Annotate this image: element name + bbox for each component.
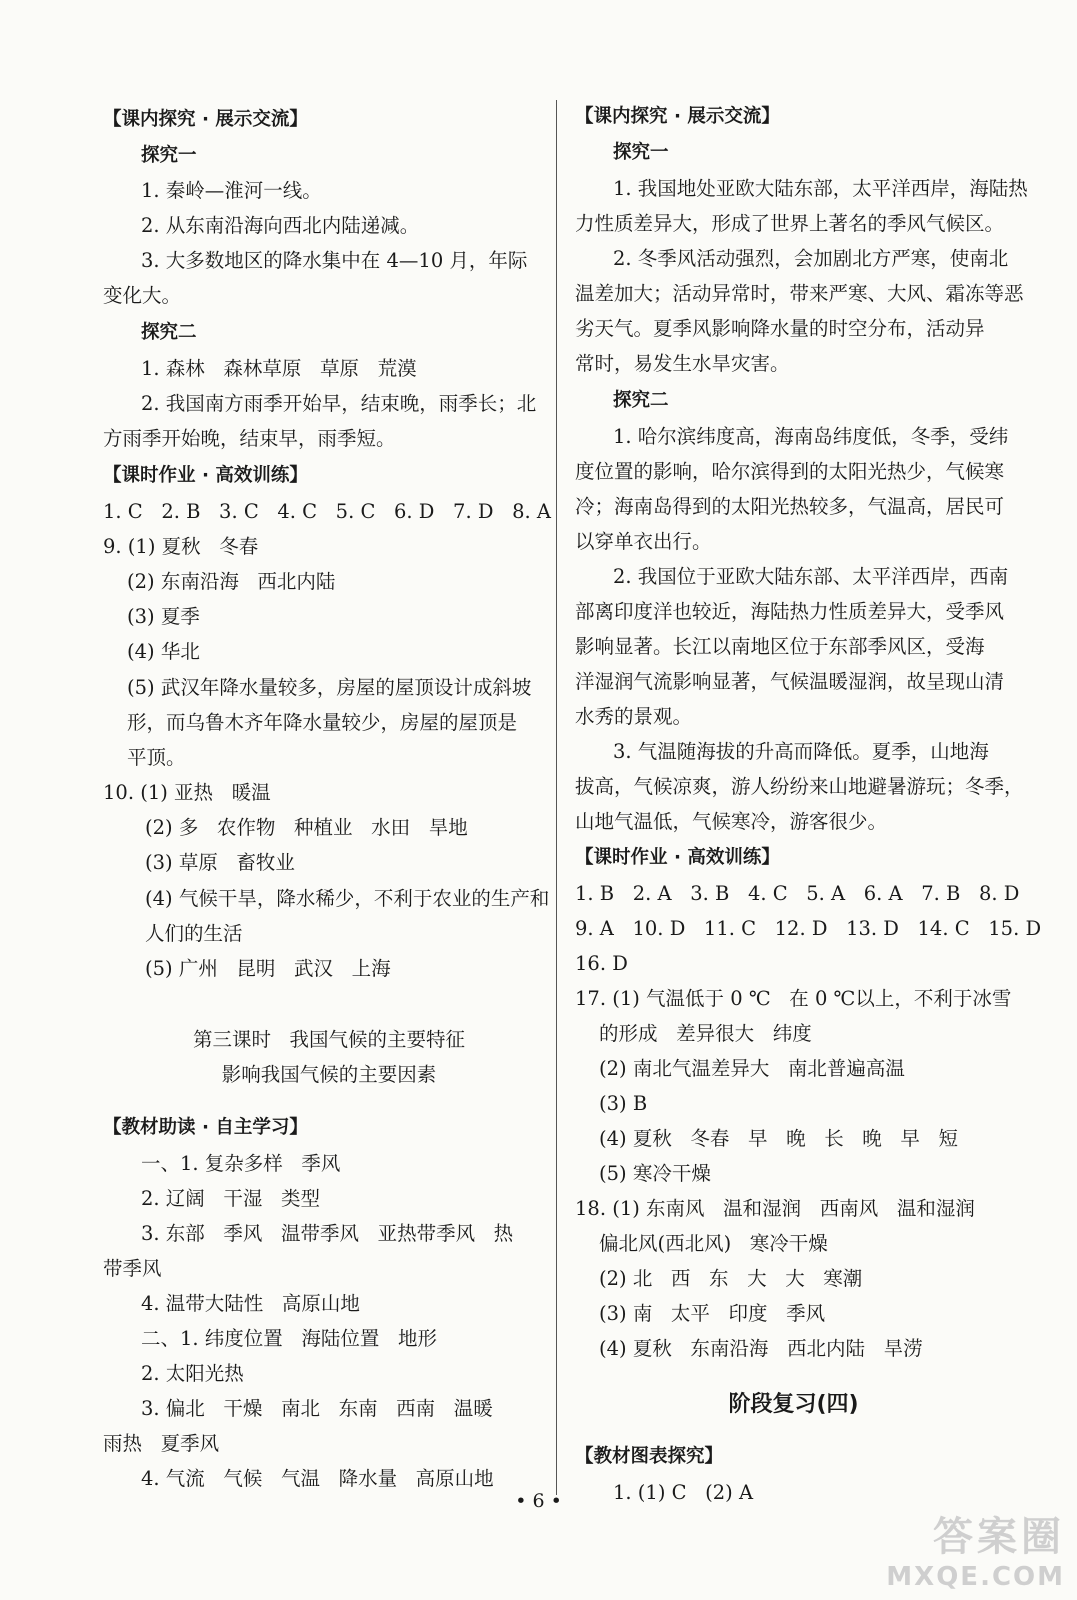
text-line: 的形成 差异很大 纬度 bbox=[599, 1022, 812, 1045]
text-line: (3) 夏季 bbox=[127, 605, 200, 628]
text-line: 雨热 夏季风 bbox=[103, 1432, 220, 1455]
text-line: (4) 夏秋 东南沿海 西北内陆 旱涝 bbox=[599, 1337, 923, 1360]
text-line: 度位置的影响，哈尔滨得到的太阳光热少，气候寒 bbox=[575, 460, 1005, 483]
text-line: 1. 秦岭—淮河一线。 bbox=[141, 179, 322, 202]
text-line: 平顶。 bbox=[127, 746, 186, 769]
text-line: 洋湿润气流影响显著，气候温暖湿润，故呈现山清 bbox=[575, 670, 1005, 693]
text-line: (3) B bbox=[599, 1092, 648, 1115]
text-line: 1. (1) C (2) A bbox=[613, 1481, 754, 1504]
section-header: 【教材助读 · 自主学习】 bbox=[103, 1117, 308, 1138]
text-line: (2) 多 农作物 种植业 水田 旱地 bbox=[145, 816, 468, 839]
column-divider bbox=[556, 100, 557, 1495]
lesson-title: 第三课时 我国气候的主要特征 bbox=[192, 1028, 466, 1051]
subsection-title: 探究一 bbox=[613, 142, 669, 163]
text-line: 常时，易发生水旱灾害。 bbox=[575, 352, 790, 375]
text-line: 偏北风(西北风) 寒冷干燥 bbox=[599, 1232, 828, 1255]
text-line: 人们的生活 bbox=[145, 922, 243, 945]
text-line: (4) 夏秋 冬春 早 晚 长 晚 早 短 bbox=[599, 1127, 958, 1150]
text-line: (5) 武汉年降水量较多，房屋的屋顶设计成斜坡 bbox=[127, 676, 532, 699]
text-line: 1. C 2. B 3. C 4. C 5. C 6. D 7. D 8. A bbox=[103, 500, 551, 523]
text-line: (4) 华北 bbox=[127, 640, 200, 663]
text-line: 2. 我国位于亚欧大陆东部、太平洋西岸，西南 bbox=[613, 565, 1009, 588]
text-line: 3. 大多数地区的降水集中在 4—10 月，年际 bbox=[141, 249, 528, 272]
subsection-title: 探究二 bbox=[613, 390, 669, 411]
text-line: 影响显著。长江以南地区位于东部季风区，受海 bbox=[575, 635, 985, 658]
text-line: 温差加大；活动异常时，带来严寒、大风、霜冻等恶 bbox=[575, 282, 1024, 305]
text-line: 1. 森林 森林草原 草原 荒漠 bbox=[141, 357, 417, 380]
text-line: 劣天气。夏季风影响降水量的时空分布，活动异 bbox=[575, 317, 985, 340]
text-line: 1. 我国地处亚欧大陆东部，太平洋西岸，海陆热 bbox=[613, 177, 1028, 200]
text-line: 力性质差异大，形成了世界上著名的季风气候区。 bbox=[575, 212, 1005, 235]
text-line: (5) 广州 昆明 武汉 上海 bbox=[145, 957, 391, 980]
text-line: 1. 哈尔滨纬度高，海南岛纬度低，冬季，受纬 bbox=[613, 425, 1009, 448]
watermark bbox=[886, 1505, 1065, 1592]
text-line: 2. 辽阔 干湿 类型 bbox=[141, 1187, 320, 1210]
text-line: 一、1. 复杂多样 季风 bbox=[141, 1152, 341, 1175]
chapter-title: 阶段复习(四) bbox=[728, 1392, 859, 1417]
text-line: 部离印度洋也较近，海陆热力性质差异大，受季风 bbox=[575, 600, 1005, 623]
text-line: 2. 从东南沿海向西北内陆递减。 bbox=[141, 214, 420, 237]
subsection-title: 探究二 bbox=[141, 322, 197, 343]
text-line: (2) 南北气温差异大 南北普遍高温 bbox=[599, 1057, 905, 1080]
text-line: (2) 东南沿海 西北内陆 bbox=[127, 570, 336, 593]
text-line: 4. 温带大陆性 高原山地 bbox=[141, 1292, 360, 1315]
subsection-title: 探究一 bbox=[141, 145, 197, 166]
text-line: 3. 偏北 干燥 南北 东南 西南 温暖 bbox=[141, 1397, 493, 1420]
text-line: 方雨季开始晚，结束早，雨季短。 bbox=[103, 427, 396, 450]
text-line: 9. (1) 夏秋 冬春 bbox=[103, 535, 259, 558]
text-line: 冷；海南岛得到的太阳光热较多，气温高，居民可 bbox=[575, 495, 1005, 518]
section-header: 【课时作业 · 高效训练】 bbox=[103, 465, 308, 486]
text-line: 变化大。 bbox=[103, 284, 182, 307]
text-line: 4. 气流 气候 气温 降水量 高原山地 bbox=[141, 1467, 494, 1490]
text-line: 9. A 10. D 11. C 12. D 13. D 14. C 15. D bbox=[575, 917, 1042, 940]
text-line: 山地气温低，气候寒冷，游客很少。 bbox=[575, 810, 888, 833]
text-line: (5) 寒冷干燥 bbox=[599, 1162, 711, 1185]
section-header: 【课时作业 · 高效训练】 bbox=[575, 847, 780, 868]
text-line: 二、1. 纬度位置 海陆位置 地形 bbox=[141, 1327, 437, 1350]
text-line: 以穿单衣出行。 bbox=[575, 530, 712, 553]
section-header: 【教材图表探究】 bbox=[575, 1446, 724, 1467]
text-line: (3) 草原 畜牧业 bbox=[145, 851, 295, 874]
page-number: • 6 • bbox=[515, 1490, 562, 1512]
text-line: 2. 我国南方雨季开始早，结束晚，雨季长；北 bbox=[141, 392, 537, 415]
text-line: (2) 北 西 东 大 大 寒潮 bbox=[599, 1267, 863, 1290]
text-line: 拔高，气候凉爽，游人纷纷来山地避暑游玩；冬季， bbox=[575, 775, 1024, 798]
text-line: 形，而乌鲁木齐年降水量较少，房屋的屋顶是 bbox=[127, 711, 518, 734]
text-line: 16. D bbox=[575, 952, 628, 975]
text-line: 10. (1) 亚热 暖温 bbox=[103, 781, 271, 804]
text-line: 1. B 2. A 3. B 4. C 5. A 6. A 7. B 8. D bbox=[575, 882, 1020, 905]
text-line: 2. 冬季风活动强烈，会加剧北方严寒，使南北 bbox=[613, 247, 1009, 270]
text-line: 18. (1) 东南风 温和湿润 西南风 温和湿润 bbox=[575, 1197, 975, 1220]
text-line: 3. 东部 季风 温带季风 亚热带季风 热 bbox=[141, 1222, 514, 1245]
lesson-title: 影响我国气候的主要因素 bbox=[221, 1063, 437, 1086]
watermark-line1: 答案圈 bbox=[933, 1514, 1065, 1560]
text-line: (4) 气候干旱，降水稀少，不利于农业的生产和 bbox=[145, 887, 550, 910]
text-line: 3. 气温随海拔的升高而降低。夏季，山地海 bbox=[613, 740, 989, 763]
text-line: 2. 太阳光热 bbox=[141, 1362, 244, 1385]
section-header: 【课内探究 · 展示交流】 bbox=[575, 106, 780, 127]
text-line: 水秀的景观。 bbox=[575, 705, 693, 728]
watermark-line2: MXQE.COM bbox=[886, 1562, 1065, 1592]
text-line: 带季风 bbox=[103, 1257, 162, 1280]
text-line: (3) 南 太平 印度 季风 bbox=[599, 1302, 826, 1325]
section-header: 【课内探究 · 展示交流】 bbox=[103, 109, 308, 130]
text-line: 17. (1) 气温低于 0 ℃ 在 0 ℃以上，不利于冰雪 bbox=[575, 987, 1012, 1010]
